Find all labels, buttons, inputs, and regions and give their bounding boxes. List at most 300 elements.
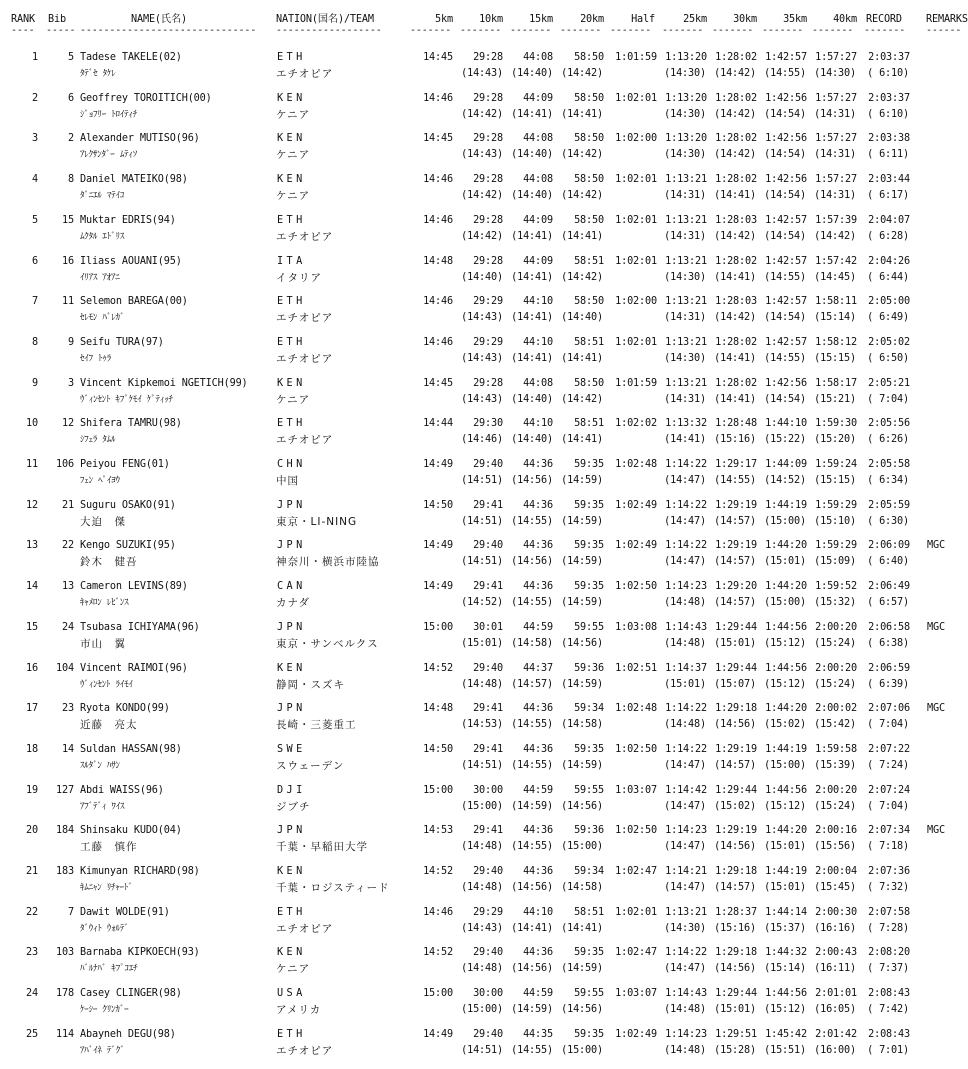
result-row <box>0 500 960 541</box>
lap-10km: (14:51) <box>461 759 503 771</box>
result-row <box>0 52 960 93</box>
split-35km: 1:44:20 <box>765 703 807 715</box>
bib-cell: 5 <box>68 52 74 63</box>
split-40km: 2:00:04 <box>815 866 857 877</box>
lap-10km: (14:51) <box>461 515 503 527</box>
split-half: 1:01:59 <box>615 52 657 63</box>
rank-cell: 2 <box>32 92 38 104</box>
split-30km: 1:28:37 <box>715 906 757 918</box>
split-30km: 1:29:44 <box>715 662 757 674</box>
nation-code: CAN <box>277 581 306 593</box>
split-half: 1:02:47 <box>615 866 657 877</box>
runner-name: Ryota KONDO(99) <box>80 703 170 715</box>
header-15km: 15km <box>529 14 553 25</box>
split-40km: 1:59:24 <box>815 459 857 470</box>
finish-record: 2:08:43 <box>868 988 910 1000</box>
lap-10km: (14:43) <box>461 352 503 364</box>
lap-30km: (14:42) <box>714 230 756 242</box>
split-half: 1:02:01 <box>615 906 657 918</box>
split-30km: 1:28:02 <box>715 52 757 63</box>
split-half: 1:02:47 <box>615 947 657 959</box>
lap-25km: (14:31) <box>664 312 706 324</box>
split-10km: 29:41 <box>473 499 503 511</box>
bib-cell: 127 <box>56 784 74 796</box>
lap-15km: (14:41) <box>511 312 553 324</box>
result-row <box>0 93 960 134</box>
lap-40km: (16:00) <box>814 1044 856 1056</box>
lap-30km: (14:42) <box>714 149 756 161</box>
split-25km: 1:13:21 <box>665 174 707 186</box>
split-10km: 29:28 <box>473 174 503 186</box>
lap-40km: (15:24) <box>814 637 856 649</box>
split-10km: 29:41 <box>473 581 503 593</box>
split-10km: 29:28 <box>473 92 503 104</box>
split-25km: 1:13:21 <box>665 296 707 308</box>
finish-record: 2:07:24 <box>868 784 910 796</box>
split-10km: 29:41 <box>473 703 503 715</box>
split-40km: 1:57:27 <box>815 92 857 104</box>
split-half: 1:02:00 <box>615 133 657 145</box>
runner-name-japanese: ｼﾞｮﾌﾘｰ ﾄﾛｲﾃｨﾁ <box>80 109 138 120</box>
lap-20km: (14:40) <box>561 312 603 324</box>
split-half: 1:02:01 <box>615 92 657 104</box>
split-40km: 2:00:30 <box>815 906 857 918</box>
lap-30km: (14:41) <box>714 190 756 202</box>
lap-finish: ( 6:30) <box>867 515 909 527</box>
split-25km: 1:14:23 <box>665 581 707 593</box>
runner-name: Vincent RAIMOI(96) <box>80 662 188 674</box>
lap-25km: (14:30) <box>664 352 706 364</box>
runner-name: Abdi WAISS(96) <box>80 784 164 796</box>
lap-25km: (14:48) <box>664 1044 706 1056</box>
split-30km: 1:28:03 <box>715 214 757 226</box>
team-name: ケニア <box>276 149 311 162</box>
split-10km: 29:41 <box>473 825 503 837</box>
lap-20km: (14:56) <box>561 637 603 649</box>
lap-20km: (14:42) <box>561 149 603 161</box>
lap-finish: ( 7:42) <box>867 1004 909 1016</box>
header-record: RECORD <box>866 14 902 25</box>
nation-code: ETH <box>277 418 306 430</box>
split-40km: 1:59:52 <box>815 581 857 593</box>
lap-15km: (14:58) <box>511 637 553 649</box>
lap-35km: (14:54) <box>764 230 806 242</box>
nation-code: JPN <box>277 621 306 633</box>
split-20km: 58:51 <box>574 255 604 267</box>
lap-30km: (14:57) <box>714 882 756 893</box>
split-10km: 29:40 <box>473 459 503 470</box>
rank-cell: 22 <box>26 906 38 918</box>
nation-code: ETH <box>277 906 306 918</box>
lap-15km: (14:55) <box>511 841 553 853</box>
bib-cell: 114 <box>56 1028 74 1040</box>
header-rule: ------- <box>510 25 552 36</box>
lap-30km: (15:01) <box>714 637 756 649</box>
lap-35km: (14:52) <box>764 475 806 486</box>
team-name: カナダ <box>276 597 310 610</box>
lap-30km: (14:57) <box>714 515 756 527</box>
lap-15km: (14:40) <box>511 393 553 405</box>
header-rule: ----- <box>46 25 76 36</box>
split-20km: 59:34 <box>574 866 604 877</box>
lap-20km: (14:59) <box>561 556 603 568</box>
split-20km: 59:35 <box>574 947 604 959</box>
nation-code: ETH <box>277 52 306 63</box>
header-rule: ------- <box>864 25 906 36</box>
lap-10km: (15:01) <box>461 637 503 649</box>
header-remarks: REMARKS <box>926 14 968 25</box>
split-35km: 1:42:56 <box>765 174 807 186</box>
lap-40km: (15:42) <box>814 719 856 731</box>
split-25km: 1:14:22 <box>665 499 707 511</box>
header-rule: ------ <box>926 25 962 36</box>
split-40km: 1:57:39 <box>815 214 857 226</box>
result-row <box>0 459 960 500</box>
bib-cell: 3 <box>68 377 74 389</box>
result-row <box>0 622 960 663</box>
team-name: エチオピア <box>276 352 334 365</box>
rank-cell: 11 <box>26 459 38 470</box>
split-25km: 1:14:23 <box>665 825 707 837</box>
lap-40km: (16:11) <box>814 963 856 975</box>
runner-name: Seifu TURA(97) <box>80 336 164 348</box>
split-40km: 2:00:20 <box>815 662 857 674</box>
split-20km: 59:55 <box>574 988 604 1000</box>
split-30km: 1:29:51 <box>715 1028 757 1040</box>
lap-10km: (14:42) <box>461 230 503 242</box>
split-25km: 1:14:22 <box>665 540 707 552</box>
lap-15km: (14:55) <box>511 515 553 527</box>
header-25km: 25km <box>683 14 707 25</box>
rank-cell: 10 <box>26 418 38 430</box>
split-10km: 29:28 <box>473 214 503 226</box>
lap-25km: (14:31) <box>664 230 706 242</box>
lap-30km: (15:07) <box>714 678 756 690</box>
lap-25km: (14:30) <box>664 922 706 934</box>
lap-10km: (14:48) <box>461 963 503 975</box>
nation-code: SWE <box>277 743 306 755</box>
team-name: エチオピア <box>276 922 334 935</box>
team-name: エチオピア <box>276 1044 334 1057</box>
lap-40km: (15:15) <box>814 475 856 486</box>
split-15km: 44:59 <box>523 621 553 633</box>
header-half: Half <box>631 14 655 25</box>
split-5km: 14:53 <box>423 825 453 837</box>
split-35km: 1:44:19 <box>765 743 807 755</box>
nation-code: CHN <box>277 459 306 470</box>
rank-cell: 18 <box>26 743 38 755</box>
split-25km: 1:13:20 <box>665 52 707 63</box>
lap-25km: (14:47) <box>664 800 706 812</box>
lap-20km: (14:59) <box>561 678 603 690</box>
split-35km: 1:45:42 <box>765 1028 807 1040</box>
header-rule: ------- <box>560 25 602 36</box>
runner-name-japanese: ｱﾚｸｻﾝﾀﾞｰ ﾑﾃｨｿ <box>80 150 138 161</box>
result-row <box>0 744 960 785</box>
lap-20km: (15:00) <box>561 841 603 853</box>
results-header <box>0 13 968 37</box>
split-25km: 1:14:22 <box>665 947 707 959</box>
split-25km: 1:13:21 <box>665 214 707 226</box>
lap-30km: (14:41) <box>714 352 756 364</box>
runner-name: Geoffrey TOROITICH(00) <box>80 92 212 104</box>
split-20km: 58:50 <box>574 92 604 104</box>
runner-name: Tsubasa ICHIYAMA(96) <box>80 621 200 633</box>
split-15km: 44:09 <box>523 255 553 267</box>
split-35km: 1:44:56 <box>765 662 807 674</box>
lap-20km: (14:56) <box>561 1004 603 1016</box>
lap-15km: (14:40) <box>511 434 553 446</box>
split-30km: 1:29:19 <box>715 825 757 837</box>
lap-finish: ( 7:18) <box>867 841 909 853</box>
lap-35km: (15:51) <box>764 1044 806 1056</box>
runner-name-japanese: ｱﾌﾞﾃﾞｨ ﾜｲｽ <box>80 801 125 812</box>
lap-25km: (14:48) <box>664 597 706 609</box>
rank-cell: 19 <box>26 784 38 796</box>
split-15km: 44:10 <box>523 296 553 308</box>
split-40km: 2:00:20 <box>815 621 857 633</box>
runner-name: Kengo SUZUKI(95) <box>80 540 176 552</box>
split-5km: 14:45 <box>423 377 453 389</box>
bib-cell: 13 <box>62 581 74 593</box>
split-5km: 14:49 <box>423 581 453 593</box>
split-20km: 58:50 <box>574 377 604 389</box>
bib-cell: 178 <box>56 988 74 1000</box>
split-35km: 1:42:56 <box>765 92 807 104</box>
finish-record: 2:08:43 <box>868 1028 910 1040</box>
split-half: 1:02:01 <box>615 336 657 348</box>
split-35km: 1:44:32 <box>765 947 807 959</box>
rank-cell: 6 <box>32 255 38 267</box>
lap-10km: (14:51) <box>461 556 503 568</box>
lap-35km: (14:54) <box>764 149 806 161</box>
lap-35km: (15:12) <box>764 637 806 649</box>
split-20km: 58:51 <box>574 336 604 348</box>
split-35km: 1:42:57 <box>765 52 807 63</box>
nation-code: KEN <box>277 866 306 877</box>
split-40km: 1:58:12 <box>815 336 857 348</box>
runner-name: Suldan HASSAN(98) <box>80 743 182 755</box>
lap-20km: (14:42) <box>561 271 603 283</box>
split-35km: 1:44:20 <box>765 540 807 552</box>
lap-25km: (14:47) <box>664 963 706 975</box>
remark-badge: MGC <box>927 825 945 837</box>
lap-25km: (14:47) <box>664 882 706 893</box>
rank-cell: 8 <box>32 336 38 348</box>
lap-finish: ( 7:04) <box>867 393 909 405</box>
split-30km: 1:29:44 <box>715 988 757 1000</box>
lap-10km: (14:42) <box>461 190 503 202</box>
rank-cell: 7 <box>32 296 38 308</box>
split-40km: 1:57:27 <box>815 52 857 63</box>
lap-10km: (14:43) <box>461 149 503 161</box>
header-rule: ---- <box>11 25 35 36</box>
split-5km: 14:45 <box>423 52 453 63</box>
finish-record: 2:06:09 <box>868 540 910 552</box>
team-name: 東京・サンベルクス <box>276 637 379 650</box>
split-40km: 1:59:58 <box>815 743 857 755</box>
split-20km: 58:50 <box>574 214 604 226</box>
lap-30km: (15:01) <box>714 1004 756 1016</box>
split-35km: 1:42:57 <box>765 336 807 348</box>
split-20km: 59:35 <box>574 540 604 552</box>
lap-35km: (15:02) <box>764 719 806 731</box>
split-half: 1:02:49 <box>615 499 657 511</box>
split-half: 1:02:00 <box>615 296 657 308</box>
runner-name: Cameron LEVINS(89) <box>80 581 188 593</box>
split-half: 1:03:08 <box>615 621 657 633</box>
split-5km: 14:45 <box>423 133 453 145</box>
runner-name: Alexander MUTISO(96) <box>80 133 200 145</box>
nation-code: KEN <box>277 377 306 389</box>
split-10km: 29:40 <box>473 662 503 674</box>
bib-cell: 9 <box>68 336 74 348</box>
split-25km: 1:13:21 <box>665 377 707 389</box>
split-30km: 1:29:19 <box>715 743 757 755</box>
split-15km: 44:36 <box>523 459 553 470</box>
bib-cell: 16 <box>62 255 74 267</box>
split-10km: 30:00 <box>473 784 503 796</box>
split-10km: 29:29 <box>473 336 503 348</box>
split-25km: 1:14:22 <box>665 703 707 715</box>
lap-finish: ( 6:38) <box>867 637 909 649</box>
split-30km: 1:29:17 <box>715 459 757 470</box>
lap-35km: (14:54) <box>764 393 806 405</box>
bib-cell: 11 <box>62 296 74 308</box>
lap-10km: (15:00) <box>461 800 503 812</box>
lap-30km: (14:41) <box>714 393 756 405</box>
split-25km: 1:14:37 <box>665 662 707 674</box>
header-rule: ------- <box>712 25 754 36</box>
split-5km: 14:48 <box>423 703 453 715</box>
lap-40km: (15:10) <box>814 515 856 527</box>
split-half: 1:03:07 <box>615 784 657 796</box>
result-row <box>0 907 960 948</box>
lap-35km: (15:22) <box>764 434 806 446</box>
lap-40km: (14:42) <box>814 230 856 242</box>
lap-20km: (14:41) <box>561 352 603 364</box>
split-40km: 1:57:27 <box>815 174 857 186</box>
split-40km: 1:59:29 <box>815 499 857 511</box>
bib-cell: 14 <box>62 743 74 755</box>
split-half: 1:02:01 <box>615 214 657 226</box>
lap-20km: (14:41) <box>561 230 603 242</box>
split-10km: 29:28 <box>473 377 503 389</box>
lap-40km: (16:16) <box>814 922 856 934</box>
lap-15km: (14:59) <box>511 1004 553 1016</box>
lap-finish: ( 6:40) <box>867 556 909 568</box>
lap-20km: (14:42) <box>561 190 603 202</box>
team-name: ケニア <box>276 393 311 406</box>
split-20km: 59:35 <box>574 1028 604 1040</box>
runner-name-japanese: ｳﾞｨﾝｾﾝﾄ ｷﾌﾟｹﾓｲ ｹﾞﾃｨｯﾁ <box>80 394 173 405</box>
nation-code: KEN <box>277 174 306 186</box>
split-30km: 1:28:03 <box>715 296 757 308</box>
split-15km: 44:36 <box>523 825 553 837</box>
lap-40km: (15:09) <box>814 556 856 568</box>
lap-finish: ( 7:32) <box>867 882 909 893</box>
lap-30km: (14:56) <box>714 719 756 731</box>
rank-cell: 12 <box>26 499 38 511</box>
result-row <box>0 378 960 419</box>
split-5km: 14:49 <box>423 540 453 552</box>
header-rule: ------------------------------ <box>80 25 257 36</box>
lap-35km: (15:00) <box>764 597 806 609</box>
lap-15km: (14:41) <box>511 271 553 283</box>
lap-finish: ( 6:39) <box>867 678 909 690</box>
runner-name-japanese: ﾌｪﾝ ﾍﾟｲﾖｳ <box>80 476 120 486</box>
team-name: ケニア <box>276 108 311 121</box>
split-10km: 29:40 <box>473 1028 503 1040</box>
finish-record: 2:05:59 <box>868 499 910 511</box>
lap-40km: (14:30) <box>814 68 856 79</box>
lap-10km: (14:46) <box>461 434 503 446</box>
lap-30km: (14:57) <box>714 597 756 609</box>
runner-name-japanese: ｷｬﾒﾛﾝ ﾚﾋﾞﾝｽ <box>80 598 129 609</box>
lap-20km: (14:58) <box>561 882 603 893</box>
lap-35km: (15:01) <box>764 841 806 853</box>
lap-35km: (15:01) <box>764 882 806 893</box>
runner-name-japanese: 大迫 傑 <box>80 515 126 528</box>
lap-finish: ( 6:50) <box>867 352 909 364</box>
split-30km: 1:29:18 <box>715 866 757 877</box>
team-name: 長崎・三菱重工 <box>276 719 357 732</box>
rank-cell: 25 <box>26 1028 38 1040</box>
split-5km: 14:48 <box>423 255 453 267</box>
split-half: 1:02:02 <box>615 418 657 430</box>
lap-finish: ( 6:34) <box>867 475 909 486</box>
runner-name: Vincent Kipkemoi NGETICH(99) <box>80 377 248 389</box>
lap-finish: ( 6:17) <box>867 190 909 202</box>
finish-record: 2:04:07 <box>868 214 910 226</box>
nation-code: KEN <box>277 662 306 674</box>
runner-name-japanese: 鈴木 健吾 <box>80 556 138 569</box>
split-20km: 59:36 <box>574 825 604 837</box>
lap-10km: (14:52) <box>461 597 503 609</box>
split-half: 1:02:51 <box>615 662 657 674</box>
split-25km: 1:14:23 <box>665 1028 707 1040</box>
split-35km: 1:42:56 <box>765 133 807 145</box>
bib-cell: 23 <box>62 703 74 715</box>
split-30km: 1:28:02 <box>715 377 757 389</box>
lap-20km: (15:00) <box>561 1044 603 1056</box>
lap-35km: (15:00) <box>764 515 806 527</box>
lap-10km: (14:53) <box>461 719 503 731</box>
runner-name-japanese: ｳﾞｨﾝｾﾝﾄ ﾗｲﾓｲ <box>80 679 133 690</box>
team-name: 静岡・スズキ <box>276 678 345 691</box>
result-row <box>0 540 960 581</box>
lap-finish: ( 7:04) <box>867 800 909 812</box>
runner-name: Iliass AOUANI(95) <box>80 255 182 267</box>
lap-15km: (14:55) <box>511 759 553 771</box>
finish-record: 2:04:26 <box>868 255 910 267</box>
team-name: 千葉・ロジスティード <box>276 882 390 894</box>
runner-name: Kimunyan RICHARD(98) <box>80 866 200 877</box>
lap-25km: (14:47) <box>664 515 706 527</box>
split-35km: 1:44:56 <box>765 988 807 1000</box>
header-rule: ------- <box>460 25 502 36</box>
split-15km: 44:08 <box>523 52 553 63</box>
result-row <box>0 703 960 744</box>
lap-40km: (15:15) <box>814 352 856 364</box>
finish-record: 2:03:37 <box>868 92 910 104</box>
lap-30km: (14:42) <box>714 108 756 120</box>
header-rank: RANK <box>11 14 35 25</box>
team-name: エチオピア <box>276 312 334 325</box>
header-rule: ------- <box>610 25 652 36</box>
lap-finish: ( 6:57) <box>867 597 909 609</box>
lap-20km: (14:41) <box>561 922 603 934</box>
